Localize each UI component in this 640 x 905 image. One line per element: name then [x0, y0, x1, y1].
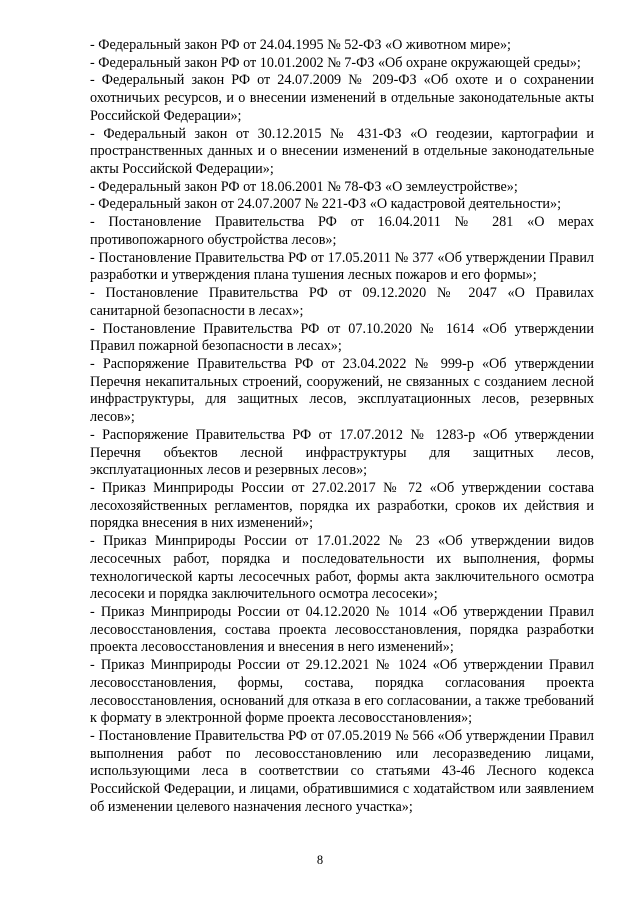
- list-item: - Постановление Правительства РФ от 09.12.2020 № 2047 «О Правилах санитарной безопасности в лесах»;: [90, 285, 594, 319]
- page-number: 8: [316, 853, 324, 867]
- list-item: - Приказ Минприроды России от 17.01.2022 № 23 «Об утверждении видов лесосечных работ, порядка и последовательности их выполнения, формы технологической карты лесосечных работ, формы акта заключительного осмотра лесосеки и порядка заключительного осмотра лесосеки»;: [90, 533, 594, 603]
- list-item: - Федеральный закон от 30.12.2015 № 431-ФЗ «О геодезии, картографии и пространственных данных и о внесении изменений в отдельные законодательные акты Российской Федерации»;: [90, 125, 594, 178]
- list-item: - Распоряжение Правительства РФ от 23.04.2022 № 999-р «Об утверждении Перечня некапитальных строений, сооружений, не связанных с созданием лесной инфраструктуры, для защитных лесов, эксплуатационных лесов, резервных лесов»;: [90, 355, 594, 426]
- list-item: - Приказ Минприроды России от 27.02.2017 № 72 «Об утверждении состава лесохозяйственных регламентов, порядка их разработки, сроков их действия и порядка внесения в них изменений»;: [90, 479, 594, 532]
- list-item: - Распоряжение Правительства РФ от 17.07.2012 № 1283-р «Об утверждении Перечня объектов лесной инфраструктуры для защитных лесов, эксплуатационных лесов и резервных лесов»;: [90, 426, 594, 479]
- list-item: - Постановление Правительства РФ от 17.05.2011 № 377 «Об утверждении Правил разработки и утверждения плана тушения лесных пожаров и его формы»;: [90, 249, 594, 284]
- list-item: - Постановление Правительства РФ от 07.10.2020 № 1614 «Об утверждении Правил пожарной безопасности в лесах»;: [90, 320, 594, 355]
- list-item: - Приказ Минприроды России от 29.12.2021 № 1024 «Об утверждении Правил лесовосстановления, формы, состава, порядка согласования проекта лесовосстановления, оснований для отказа в его согласовании, а также требований к формату в электронной форме проекта лесовосстановления»;: [90, 657, 594, 727]
- list-item: - Федеральный закон от 24.07.2007 № 221-ФЗ «О кадастровой деятельности»;: [90, 196, 562, 213]
- list-item: - Федеральный закон РФ от 18.06.2001 № 78-ФЗ «О землеустройстве»;: [90, 178, 518, 195]
- list-item: - Федеральный закон РФ от 10.01.2002 № 7-ФЗ «Об охране окружающей среды»;: [90, 54, 581, 71]
- list-item: - Приказ Минприроды России от 04.12.2020 № 1014 «Об утверждении Правил лесовосстановления, состава проекта лесовосстановления, порядка разработки проекта лесовосстановления и внесения в него изменений»;: [90, 604, 594, 656]
- list-item: - Федеральный закон РФ от 24.04.1995 № 52-ФЗ «О животном мире»;: [90, 37, 511, 53]
- document-body: [90, 37, 594, 817]
- list-item: - Федеральный закон РФ от 24.07.2009 № 209-ФЗ «Об охоте и о сохранении охотничьих ресурсов, и о внесении изменений в отдельные законодательные акты Российской Федерации»;: [90, 72, 594, 124]
- list-item: - Постановление Правительства РФ от 16.04.2011 № 281 «О мерах противопожарного обустройства лесов»;: [90, 214, 594, 248]
- list-item: - Постановление Правительства РФ от 07.05.2019 № 566 «Об утверждении Правил выполнения работ по лесовосстановлению или лесоразведению лицами, использующими леса в соответствии со статьями 43-46 Лесного кодекса Российской Федерации, и лицами, обратившимися с ходатайством или заявлением об изменении целевого назначения лесного участка»;: [90, 728, 594, 815]
